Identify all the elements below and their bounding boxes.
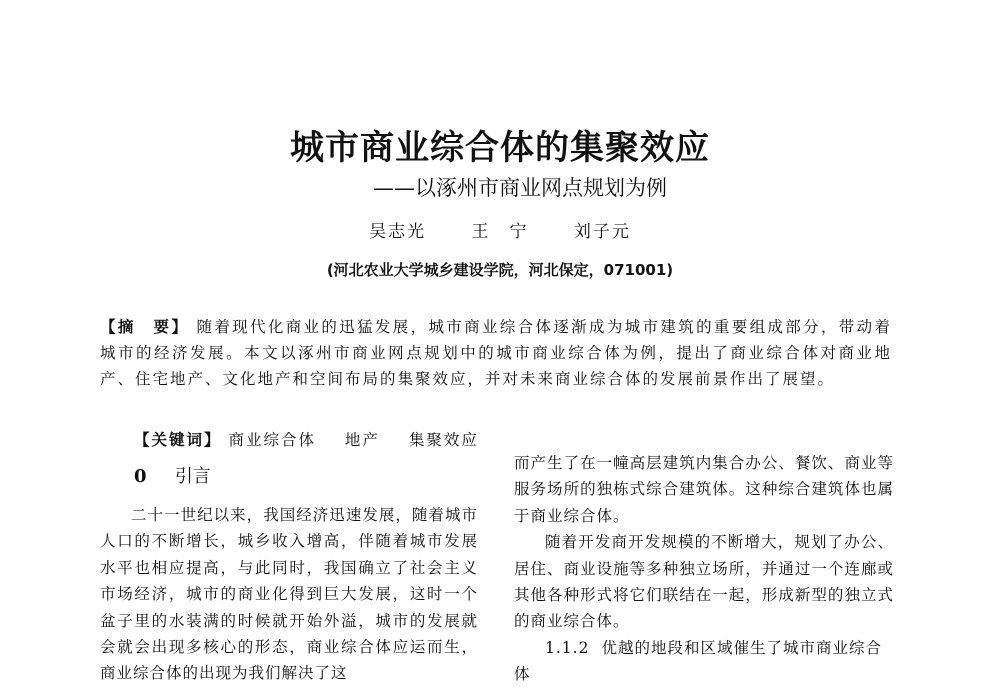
subsection-title: 优越的地段和区域催生了城市商业综合体: [514, 638, 882, 684]
left-column: [100, 462, 478, 687]
intro-paragraph: 二十一世纪以来，我国经济迅速发展，随着城市人口的不断增长，城乡收入增高，伴随着城市发展水平也相应提高，与此同时，我国确立了社会主义市场经济，城市的商业化得到巨大发展，这时一个盆子里的水装满的时候就开始外溢，城市的发展就会就会出现多核心的形态，商业综合体应运而生，商业综合体的出现为我们解决了这: [100, 506, 478, 683]
paper-title: 城市商业综合体的集聚效应: [290, 128, 710, 168]
right-column: [514, 450, 894, 688]
author-name: 吴志光: [369, 222, 427, 242]
section-title: 引言: [174, 466, 211, 487]
keyword: 集聚效应: [408, 431, 479, 449]
body-paragraph: 随着开发商开发规模的不断增大，规划了办公、居住、商业设施等多种独立场所，并通过一个连廊或其他各种形式将它们联结在一起，形成新型的独立式的商业综合体。: [514, 533, 894, 631]
abstract-label: 【摘 要】: [100, 317, 190, 336]
author-name: 王 宁: [471, 222, 529, 242]
section-heading: [134, 462, 478, 492]
keyword: 商业综合体: [228, 431, 316, 449]
abstract: [100, 314, 892, 392]
abstract-text: 随着现代化商业的迅猛发展，城市商业综合体逐渐成为城市建筑的重要组成部分，带动着城市的经济发展。本文以涿州市商业网点规划中的城市商业综合体为例，提出了商业综合体对商业地产、住宅地产、文化地产和空间布局的集聚效应，并对未来商业综合体的发展前景作出了展望。: [100, 318, 892, 388]
keyword: 地产: [344, 431, 380, 449]
subsection-number: 1.1.2: [545, 638, 590, 657]
affiliation: (河北农业大学城乡建设学院，河北保定，071001): [326, 261, 674, 279]
author-list: [0, 220, 1000, 244]
subsection-heading: [514, 635, 894, 688]
keywords-label: 【关键词】: [134, 430, 222, 449]
paper-subtitle: ——以涿州市商业网点规划为例: [373, 176, 667, 200]
body-paragraph: 而产生了在一幢高层建筑内集合办公、餐饮、商业等服务场所的独栋式综合建筑体。这种综合建筑体也属于商业综合体。: [514, 454, 894, 525]
author-name: 刘子元: [573, 222, 631, 242]
section-number: 0: [134, 466, 147, 487]
